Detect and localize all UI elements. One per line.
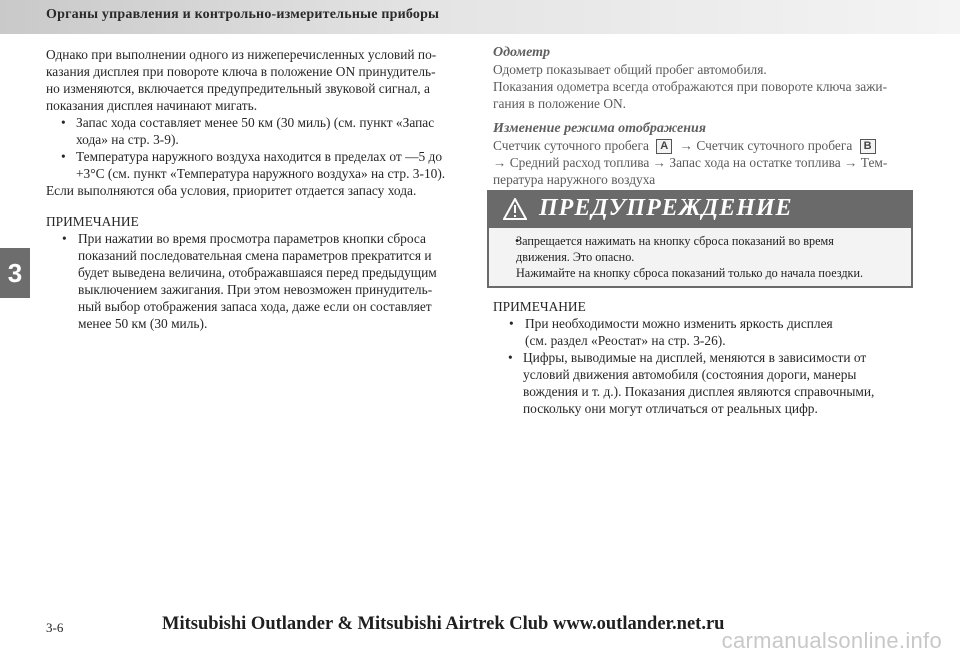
trip-a-box: A: [656, 139, 672, 154]
note-line: условий движения автомобиля (состояния дороги, манеры: [523, 367, 857, 382]
priority-line: Если выполняются оба условия, приоритет отдается запасу хода.: [46, 183, 417, 198]
intro-line: но изменяются, включается предупредительный звуковой сигнал, а: [46, 81, 430, 96]
bullet-item: [46, 114, 466, 148]
note-item: [46, 230, 466, 332]
mode-line: [493, 137, 913, 154]
mode-trip-a-label: Счетчик суточного пробега: [493, 138, 649, 153]
page-title: Органы управления и контрольно-измерительные приборы: [46, 7, 440, 22]
note-line: • Цифры, выводимые на дисплей, меняются в зависимости от: [523, 350, 867, 365]
odometer-line: гания в положение ON.: [493, 96, 627, 111]
note-line: • При нажатии во время просмотра параметров кнопки сброса: [78, 231, 426, 246]
page-number: 3-6: [46, 620, 64, 635]
bullet-line: • Температура наружного воздуха находится в пределах от —5 до: [76, 149, 443, 164]
warning-title: ПРЕДУПРЕЖДЕНИЕ: [539, 195, 793, 221]
mode-trip-b-label: Счетчик суточного пробега: [696, 138, 853, 153]
warning-body: [500, 233, 905, 281]
note-item: [493, 315, 913, 349]
bullet-line: +3°C (см. пункт «Температура наружного воздуха» на стр. 3-10).: [76, 166, 446, 181]
note-line: выключением зажигания. При этом невозможен принудитель-: [78, 282, 433, 297]
left-column: [46, 46, 466, 332]
note-line: (см. раздел «Реостат» на стр. 3-26).: [525, 333, 726, 348]
footer-site-text: Mitsubishi Outlander & Mitsubishi Airtrek Club www.outlander.net.ru: [162, 614, 725, 634]
intro-line: показания дисплея начинают мигать.: [46, 98, 258, 113]
warning-line: движения. Это опасно.: [516, 250, 635, 264]
intro-line: Однако при выполнении одного из нижеперечисленных условий по-: [46, 47, 437, 62]
note-line: • При необходимости можно изменить яркость дисплея: [525, 316, 833, 331]
bullet-item: [46, 148, 466, 182]
mode-title: Изменение режима отображения: [493, 121, 706, 136]
right-note: [493, 298, 913, 417]
note-line: ный выбор отображения запаса хода, даже если он составляет: [78, 299, 432, 314]
mode-line: пература наружного воздуха: [493, 172, 656, 187]
bullet-line: хода» на стр. 3-9).: [76, 132, 179, 147]
warning-header: [487, 190, 913, 228]
note-label: ПРИМЕЧАНИЕ: [46, 214, 139, 229]
note-line: менее 50 км (30 миль).: [78, 316, 208, 331]
odometer-title: Одометр: [493, 45, 551, 60]
intro-line: казания дисплея при повороте ключа в положение ON принудитель-: [46, 64, 436, 79]
watermark: carmanualsonline.info: [721, 628, 942, 653]
mode-line: → Средний расход топлива → Запас хода на остатке топлива → Тем-: [493, 155, 888, 170]
odometer-line: Одометр показывает общий пробег автомобиля.: [493, 62, 767, 77]
warning-line: Нажимайте на кнопку сброса показаний только до начала поездки.: [516, 266, 864, 280]
right-column: [493, 44, 913, 188]
trip-b-box: B: [860, 139, 876, 154]
arrow-icon: →: [679, 138, 694, 153]
note-item: [493, 349, 913, 417]
page-header: [0, 0, 960, 34]
note-line: будет выведена величина, отображавшаяся перед предыдущим: [78, 265, 437, 280]
bullet-line: • Запас хода составляет менее 50 км (30 миль) (см. пункт «Запас: [76, 115, 435, 130]
odometer-line: Показания одометра всегда отображаются при повороте ключа зажи-: [493, 79, 888, 94]
note-line: показаний последовательная смена параметров прекратится и: [78, 248, 432, 263]
chapter-tab: 3: [0, 248, 30, 298]
note-label: ПРИМЕЧАНИЕ: [493, 299, 586, 314]
warning-line: • Запрещается нажимать на кнопку сброса показаний во время: [516, 234, 834, 248]
note-line: вождения и т. д.). Показания дисплея являются справочными,: [523, 384, 875, 399]
warning-triangle-icon: [503, 198, 527, 220]
warning-item: [500, 233, 905, 281]
note-line: поскольку они могут отличаться от реальных цифр.: [523, 401, 818, 416]
